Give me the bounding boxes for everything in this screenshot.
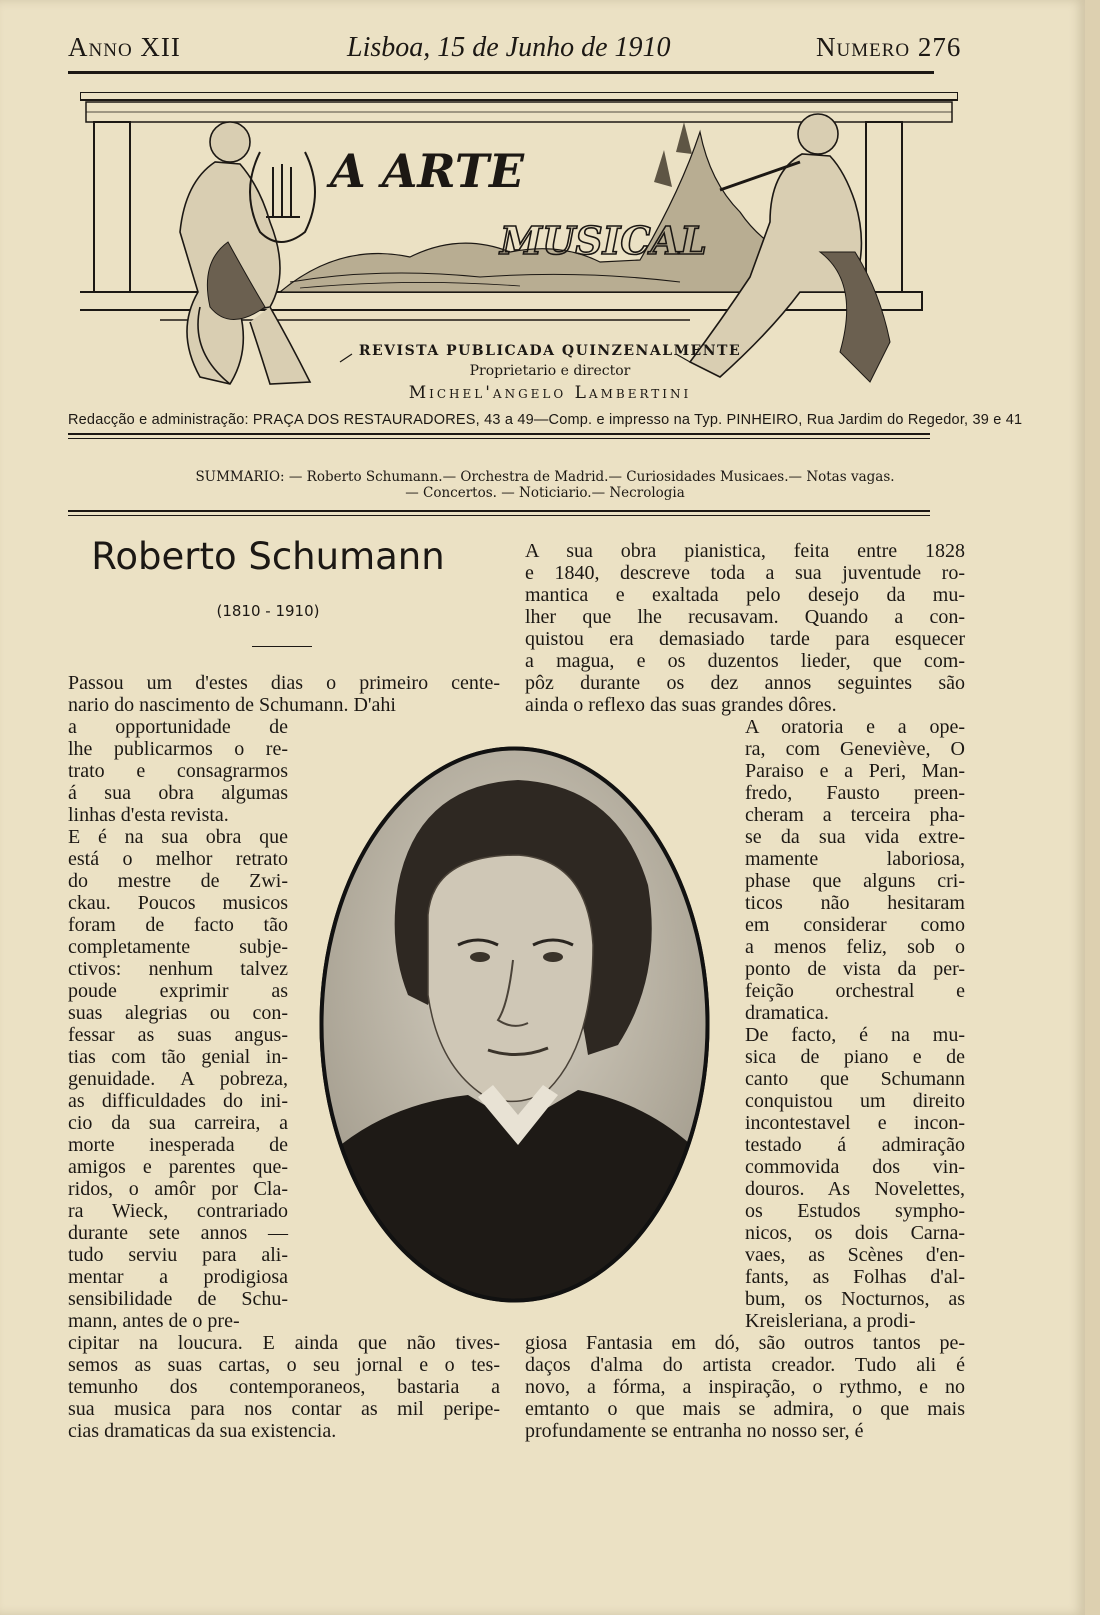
text-line: completamente subje- (68, 936, 288, 958)
text-line: ticos não hesitaram (745, 892, 965, 914)
schumann-portrait (318, 745, 711, 1304)
text-line: durante sete annos — (68, 1222, 288, 1244)
text-line: a opportunidade de (68, 716, 288, 738)
text-line: Kreisleriana, a prodi- (745, 1310, 916, 1332)
text-line: ridos, o amôr por Cla- (68, 1178, 288, 1200)
address-rule (68, 433, 930, 435)
right-column-bottom (525, 1332, 965, 1442)
text-line: cheram a terceira pha- (745, 804, 965, 826)
text-line: a magua, e os duzentos lieder, que com- (525, 650, 965, 672)
text-line: os Estudos sympho- (745, 1200, 965, 1222)
text-line: feição orchestral e (745, 980, 965, 1002)
text-line: cias dramaticas da sua existencia. (68, 1420, 337, 1442)
text-line: ainda o reflexo das suas grandes dôres. (525, 694, 837, 716)
text-line: mantica e exaltada pelo desejo da mu- (525, 584, 965, 606)
text-line: testado á admiração (745, 1134, 965, 1156)
summary-rule-thin (68, 515, 930, 516)
text-line: dramatica. (745, 1002, 829, 1024)
text-line: phase que alguns cri- (745, 870, 965, 892)
text-line: fredo, Fausto preen- (745, 782, 965, 804)
text-line: genuidade. A pobreza, (68, 1068, 288, 1090)
page-edge (1085, 0, 1100, 1615)
publication-subtitle: REVISTA PUBLICADA QUINZENALMENTE (358, 343, 742, 359)
text-line: emtanto o que mais se admira, o que mais (525, 1398, 965, 1420)
text-line: sua musica para nos contar as mil peripe- (68, 1398, 500, 1420)
text-line: sica de piano e de (745, 1046, 965, 1068)
article-title: Roberto Schumann (91, 535, 445, 578)
left-column-top (68, 672, 500, 716)
text-line: giosa Fantasia em dó, são outros tantos pe- (525, 1332, 965, 1354)
text-line: incontestavel e incon- (745, 1112, 965, 1134)
text-line: as difficuldades do ini- (68, 1090, 288, 1112)
text-line: poude exprimir as (68, 980, 288, 1002)
text-line: morte inesperada de (68, 1134, 288, 1156)
text-line: bum, os Nocturnos, as (745, 1288, 965, 1310)
issue-number: Numero 276 (816, 32, 962, 62)
left-column-narrow (68, 716, 288, 1332)
text-line: A sua obra pianistica, feita entre 1828 (525, 540, 965, 562)
text-line: nicos, os dois Carna- (745, 1222, 965, 1244)
summary-line-1: SUMMARIO: — Roberto Schumann.— Orchestra de Madrid.— Curiosidades Musicaes.— Notas vagas. (195, 469, 895, 485)
text-line: amigos e parentes que- (68, 1156, 288, 1178)
text-line: ctivos: nenhum talvez (68, 958, 288, 980)
issue-date: Lisboa, 15 de Junho de 1910 (347, 32, 671, 63)
text-line: fessar as suas angus- (68, 1024, 288, 1046)
text-line: semos as suas cartas, o seu jornal e o tes- (68, 1354, 500, 1376)
masthead-title-2: MUSICAL (500, 218, 707, 263)
right-column-top (525, 540, 965, 716)
text-line: suas alegrias ou con- (68, 1002, 288, 1024)
summary-rule (68, 510, 930, 512)
text-line: temunho dos contemporaneos, bastaria a (68, 1376, 500, 1398)
article-dates: (1810 - 1910) (216, 602, 320, 620)
text-line: profundamente se entranha no nosso ser, é (525, 1420, 864, 1442)
left-column-bottom (68, 1332, 500, 1442)
text-line: canto que Schumann (745, 1068, 965, 1090)
text-line: tudo serviu para ali- (68, 1244, 288, 1266)
header-rule (68, 71, 934, 74)
text-line: tias com tão genial in- (68, 1046, 288, 1068)
text-line: vaes, as Scènes d'en- (745, 1244, 965, 1266)
text-line: novo, a fórma, a inspiração, o rythmo, e no (525, 1376, 965, 1398)
text-line: lhe publicarmos o re- (68, 738, 288, 760)
text-line: commovida dos vin- (745, 1156, 965, 1178)
text-line: douros. As Novelettes, (745, 1178, 965, 1200)
text-line: trato e consagrarmos (68, 760, 288, 782)
text-line: mann, antes de o pre- (68, 1310, 240, 1332)
text-line: mamente laboriosa, (745, 848, 965, 870)
text-line: E é na sua obra que (68, 826, 288, 848)
text-line: fants, as Folhas d'al- (745, 1266, 965, 1288)
masthead-title-1: A ARTE (330, 144, 525, 198)
address-rule-thin (68, 438, 930, 439)
proprietor-label: Proprietario e director (469, 363, 631, 379)
text-line: se da sua vida extre- (745, 826, 965, 848)
text-line: ra Wieck, contrariado (68, 1200, 288, 1222)
text-line: está o melhor retrato (68, 848, 288, 870)
text-line: nario do nascimento de Schumann. D'ahi (68, 694, 396, 716)
text-line: em considerar como (745, 914, 965, 936)
summary-line-2: — Concertos. — Noticiario.— Necrologia (405, 485, 685, 501)
text-line: Passou um d'estes dias o primeiro cente- (68, 672, 500, 694)
text-line: ponto de vista da per- (745, 958, 965, 980)
text-line: e 1840, descreve toda a sua juventude ro- (525, 562, 965, 584)
text-line: do mestre de Zwi- (68, 870, 288, 892)
address-line: Redacção e administração: PRAÇA DOS RESTAURADORES, 43 a 49—Comp. e impresso na Typ. PINHEIRO, Rua Jardim do Regedor, 39 e 41 (68, 412, 1023, 428)
text-line: sensibilidade de Schu- (68, 1288, 288, 1310)
text-line: cio da sua carreira, a (68, 1112, 288, 1134)
text-line: daços d'alma do artista creador. Tudo ali é (525, 1354, 965, 1376)
text-line: linhas d'esta revista. (68, 804, 229, 826)
text-line: ra, com Geneviève, O (745, 738, 965, 760)
text-line: cipitar na loucura. E ainda que não tives- (68, 1332, 500, 1354)
text-line: mentar a prodigiosa (68, 1266, 288, 1288)
text-line: pôz durante os dez annos seguintes são (525, 672, 965, 694)
title-divider (252, 646, 312, 647)
text-line: A oratoria e a ope- (745, 716, 965, 738)
right-column-narrow (745, 716, 965, 1332)
text-line: quistou era demasiado tarde para esquecer (525, 628, 965, 650)
text-line: foram de facto tão (68, 914, 288, 936)
text-line: conquistou um direito (745, 1090, 965, 1112)
text-line: Paraiso e a Peri, Man- (745, 760, 965, 782)
text-line: a menos feliz, sob o (745, 936, 965, 958)
volume-number: Anno XII (68, 32, 181, 62)
text-line: lher que lhe recusavam. Quando a con- (525, 606, 965, 628)
text-line: ckau. Poucos musicos (68, 892, 288, 914)
proprietor-name: Michel'angelo Lambertini (408, 383, 692, 403)
text-line: De facto, é na mu- (745, 1024, 965, 1046)
text-line: á sua obra algumas (68, 782, 288, 804)
